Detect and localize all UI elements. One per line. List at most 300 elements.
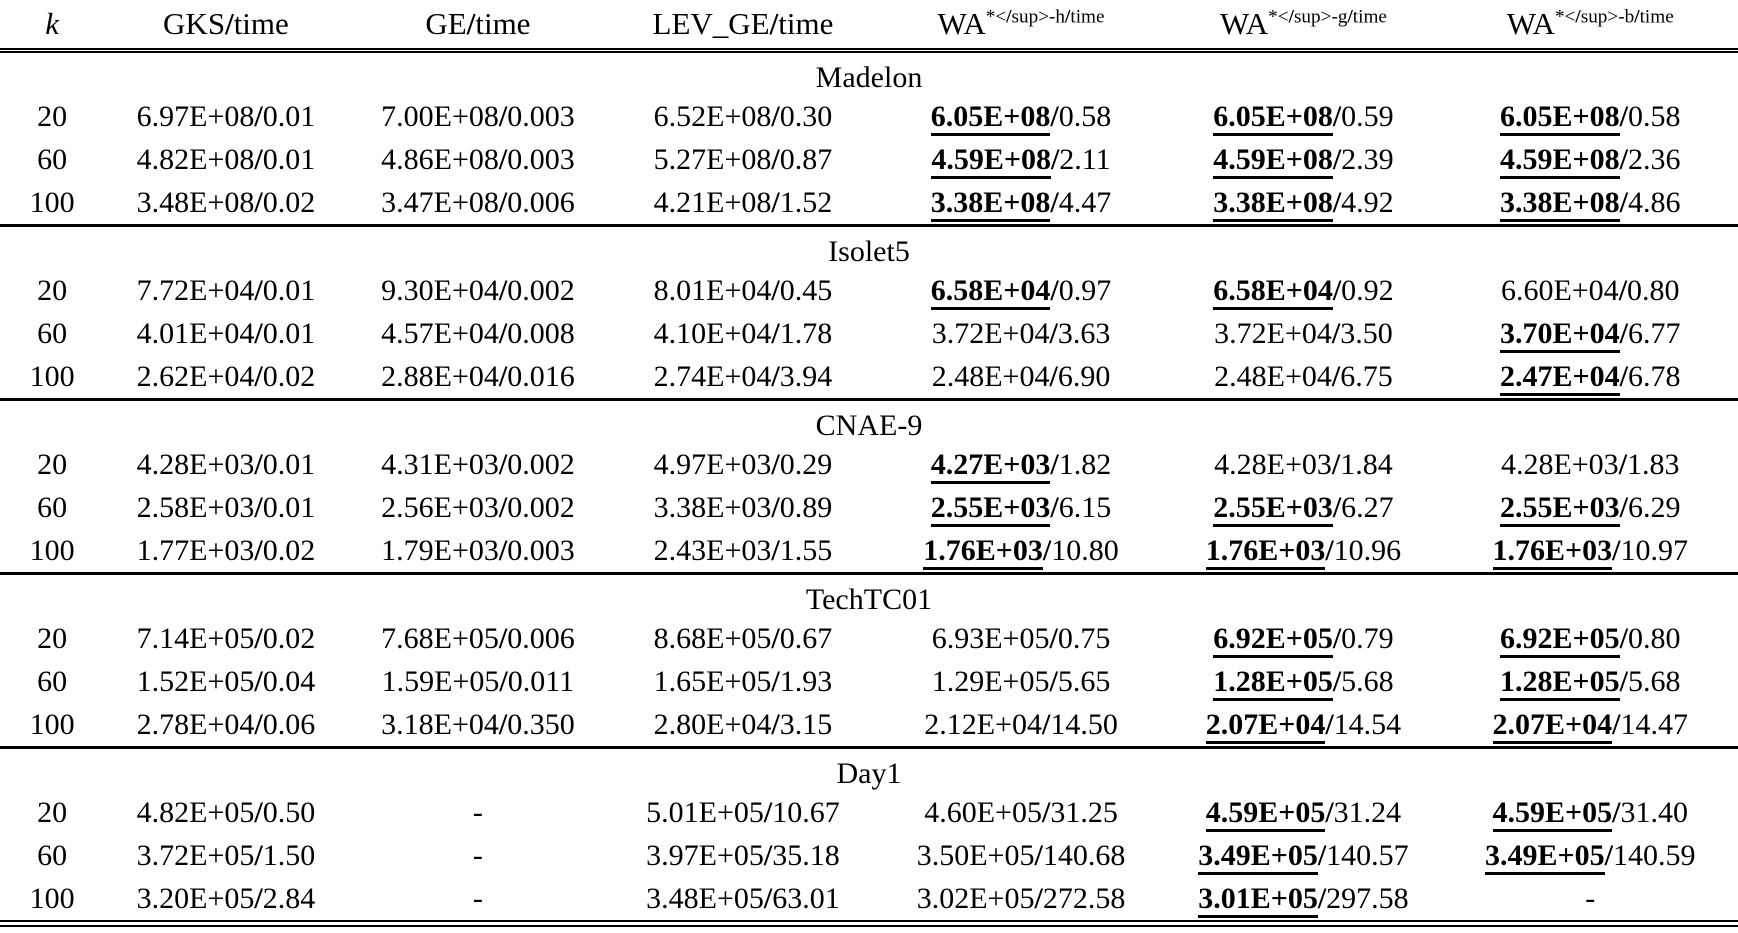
result-cell: [1442, 312, 1738, 355]
slash-separator: /: [1619, 317, 1628, 350]
slash-separator: /: [498, 622, 508, 655]
slash-separator: /: [254, 491, 263, 524]
score-value: 7.14E+05: [136, 622, 255, 655]
time-value: 0.02: [262, 622, 316, 655]
result-cell: [1442, 443, 1738, 486]
dataset-section: [0, 51, 1738, 226]
time-value: 6.75: [1340, 360, 1393, 393]
k-value-cell: 20: [37, 274, 68, 307]
best-score-value: 1.28E+05: [1213, 665, 1333, 701]
slash-separator: /: [498, 708, 508, 741]
k-value-cell: 20: [37, 622, 68, 655]
slash-separator: /: [1050, 100, 1059, 133]
score-value: 8.01E+04: [653, 274, 772, 307]
time-value: 0.003: [507, 100, 575, 133]
time-value: 0.01: [262, 143, 316, 176]
slash-separator: /: [254, 622, 263, 655]
score-value: 3.38E+03: [653, 491, 772, 524]
slash-separator: /: [1049, 622, 1058, 655]
slash-separator: /: [1049, 317, 1058, 350]
time-value: 31.24: [1333, 796, 1402, 829]
best-score-value: 3.38E+08: [1500, 186, 1620, 222]
result-cell: [608, 486, 877, 529]
slash-separator: /: [1050, 274, 1059, 307]
result-cell: [1442, 660, 1738, 703]
dataset-title: Day1: [836, 757, 902, 790]
best-score-value: 6.92E+05: [1500, 622, 1620, 658]
score-value: 4.10E+04: [653, 317, 772, 350]
time-value: 1.93: [779, 665, 833, 698]
time-value: 5.65: [1057, 665, 1111, 698]
score-value: 2.12E+04: [924, 708, 1042, 741]
result-cell: [104, 486, 347, 529]
dataset-section: [0, 226, 1738, 400]
time-value: 0.002: [507, 491, 575, 524]
time-value: 140.57: [1326, 839, 1409, 872]
k-value-cell: 100: [29, 534, 75, 567]
result-cell: [608, 138, 877, 181]
time-value: 4.86: [1627, 186, 1681, 219]
slash-separator: /: [466, 6, 476, 41]
result-cell: [1164, 617, 1442, 660]
time-value: 0.002: [507, 448, 575, 481]
slash-separator: /: [1332, 143, 1342, 176]
table-row: [0, 529, 1738, 574]
result-cell: [608, 443, 877, 486]
asterisk-superscript: *</sup>-b/time: [1554, 6, 1674, 28]
time-value: 0.01: [262, 491, 316, 524]
best-score-value: 2.07E+04: [1493, 708, 1613, 744]
slash-separator: /: [771, 491, 780, 524]
score-value: 2.48E+04: [1214, 360, 1332, 393]
time-value: 0.50: [262, 796, 316, 829]
dataset-title: CNAE-9: [815, 409, 923, 442]
result-cell: [104, 443, 347, 486]
time-value: 0.002: [507, 274, 575, 307]
time-value: 272.58: [1042, 882, 1126, 915]
column-header: LEV_GE/time: [608, 0, 877, 51]
best-score-value: 6.05E+08: [1213, 100, 1333, 136]
time-value: 3.63: [1057, 317, 1111, 350]
dataset-title: Madelon: [815, 61, 923, 94]
table-row: [0, 312, 1738, 355]
time-value: 1.78: [779, 317, 833, 350]
column-header: $WA^{*</sup>-h/time}$: [878, 0, 1165, 51]
table-row: [0, 95, 1738, 138]
result-cell: [878, 834, 1165, 877]
slash-separator: /: [1317, 839, 1327, 872]
score-value: 4.82E+05: [136, 796, 255, 829]
slash-separator: /: [1618, 274, 1628, 307]
result-cell: [348, 660, 609, 703]
score-value: 6.97E+08: [136, 100, 255, 133]
table-row: [0, 791, 1738, 834]
time-value: 5.68: [1627, 665, 1681, 698]
result-cell: [1164, 834, 1442, 877]
best-score-value: 4.59E+05: [1206, 796, 1326, 832]
best-score-value: 3.01E+05: [1198, 882, 1318, 918]
best-score-value: 1.76E+03: [1206, 534, 1326, 570]
result-cell: [1442, 95, 1738, 138]
slash-separator: /: [1332, 491, 1342, 524]
result-cell: [104, 834, 347, 877]
slash-separator: /: [1050, 491, 1059, 524]
k-value-cell: 100: [29, 186, 75, 219]
time-value: 14.47: [1620, 708, 1688, 741]
table-row: [0, 617, 1738, 660]
dataset-section: [0, 748, 1738, 924]
table-row: [0, 181, 1738, 226]
slash-separator: /: [1331, 448, 1341, 481]
result-cell: [1442, 486, 1738, 529]
result-cell: [104, 181, 347, 226]
dataset-title-row: [0, 400, 1738, 444]
table-row: [0, 355, 1738, 400]
k-value-cell: 20: [37, 100, 68, 133]
result-cell: [104, 269, 347, 312]
slash-separator: /: [498, 491, 508, 524]
slash-separator: /: [498, 143, 508, 176]
time-value: 0.350: [507, 708, 575, 741]
k-value-cell: 20: [37, 448, 68, 481]
time-value: 0.58: [1627, 100, 1681, 133]
time-value: 0.92: [1341, 274, 1394, 307]
time-value: 10.80: [1051, 534, 1119, 567]
result-cell: [608, 834, 877, 877]
result-cell: [608, 95, 877, 138]
slash-separator: /: [498, 317, 508, 350]
score-value: 3.72E+04: [931, 317, 1050, 350]
time-value: 0.02: [262, 534, 316, 567]
slash-separator: /: [254, 665, 263, 698]
time-value: 0.30: [779, 100, 833, 133]
result-cell: [878, 269, 1165, 312]
result-cell: [104, 95, 347, 138]
score-value: 3.72E+05: [136, 839, 255, 872]
result-cell: [608, 269, 877, 312]
slash-separator: /: [771, 622, 780, 655]
best-score-value: 4.59E+08: [1500, 143, 1620, 179]
result-cell: [878, 312, 1165, 355]
score-value: 3.72E+04: [1214, 317, 1332, 350]
best-score-value: 6.05E+08: [931, 100, 1051, 136]
k-value-cell: 60: [37, 317, 68, 350]
score-value: 1.29E+05: [931, 665, 1050, 698]
time-value: 0.29: [779, 448, 833, 481]
best-score-value: 4.59E+05: [1493, 796, 1613, 832]
slash-separator: /: [254, 317, 263, 350]
score-value: 4.28E+03: [1214, 448, 1332, 481]
slash-separator: /: [498, 534, 508, 567]
score-value: 4.60E+05: [924, 796, 1042, 829]
time-value: 2.39: [1341, 143, 1394, 176]
score-value: 4.28E+03: [136, 448, 255, 481]
result-cell: [878, 791, 1165, 834]
time-value: 10.67: [772, 796, 840, 829]
result-cell: [1164, 95, 1442, 138]
time-value: 1.82: [1058, 448, 1112, 481]
table-row: [0, 834, 1738, 877]
result-cell: [608, 617, 877, 660]
best-score-value: 2.55E+03: [931, 491, 1051, 527]
slash-separator: /: [1618, 448, 1628, 481]
dataset-title-row: [0, 51, 1738, 96]
slash-separator: /: [1050, 143, 1060, 176]
slash-separator: /: [771, 100, 780, 133]
best-score-value: 2.55E+03: [1213, 491, 1333, 527]
score-value: 2.58E+03: [136, 491, 255, 524]
k-value-cell: 60: [37, 143, 68, 176]
best-score-value: 1.76E+03: [923, 534, 1043, 570]
best-score-value: 4.27E+03: [931, 448, 1051, 484]
k-value-cell: 60: [37, 665, 68, 698]
slash-separator: /: [763, 796, 773, 829]
score-value: 2.48E+04: [931, 360, 1050, 393]
k-value-cell: 100: [29, 708, 75, 741]
slash-separator: /: [1332, 665, 1342, 698]
score-value: 5.01E+05: [646, 796, 764, 829]
time-value: 6.29: [1627, 491, 1681, 524]
result-cell: [1442, 269, 1738, 312]
result-cell: [1164, 703, 1442, 748]
result-cell: [878, 660, 1165, 703]
score-value: 6.52E+08: [653, 100, 772, 133]
result-cell: [1164, 443, 1442, 486]
time-value: 0.58: [1058, 100, 1112, 133]
result-cell: [348, 312, 609, 355]
score-value: 2.43E+03: [653, 534, 772, 567]
result-cell: [878, 138, 1165, 181]
result-cell: [348, 269, 609, 312]
score-value: 6.93E+05: [931, 622, 1050, 655]
time-value: 3.94: [779, 360, 833, 393]
time-value: 0.01: [262, 317, 316, 350]
result-cell: [348, 617, 609, 660]
time-value: 140.68: [1042, 839, 1126, 872]
time-value: 0.003: [507, 143, 575, 176]
result-cell: [1442, 834, 1738, 877]
slash-separator: /: [1034, 839, 1043, 872]
time-value: 0.01: [262, 274, 316, 307]
slash-separator: /: [254, 186, 263, 219]
slash-separator: /: [254, 796, 263, 829]
slash-separator: /: [1332, 186, 1342, 219]
slash-separator: /: [1332, 100, 1342, 133]
time-value: 6.15: [1058, 491, 1112, 524]
score-value: 4.28E+03: [1500, 448, 1619, 481]
result-cell: [1442, 181, 1738, 226]
time-value: 0.006: [507, 186, 575, 219]
result-cell: [878, 529, 1165, 574]
column-header: GE/time: [348, 0, 609, 51]
result-cell: [1164, 660, 1442, 703]
time-value: 4.47: [1058, 186, 1112, 219]
slash-separator: /: [225, 6, 234, 41]
score-value: 7.00E+08: [381, 100, 499, 133]
time-value: 1.83: [1627, 448, 1680, 481]
time-value: 0.89: [779, 491, 833, 524]
time-value: 2.11: [1059, 143, 1111, 176]
time-value: 3.50: [1340, 317, 1393, 350]
header-row: [0, 0, 1738, 51]
score-value: 4.21E+08: [653, 186, 772, 219]
result-cell: [104, 355, 347, 400]
dataset-title: TechTC01: [805, 583, 933, 616]
best-score-value: 3.49E+05: [1485, 839, 1605, 875]
result-cell: [878, 355, 1165, 400]
score-value: 5.27E+08: [653, 143, 772, 176]
result-cell: [1164, 355, 1442, 400]
score-value: 2.62E+04: [136, 360, 255, 393]
time-value: 0.79: [1341, 622, 1394, 655]
time-value: 6.90: [1057, 360, 1111, 393]
result-cell: [878, 443, 1165, 486]
best-score-value: 3.70E+04: [1500, 317, 1620, 353]
score-value: 3.02E+05: [916, 882, 1035, 915]
slash-separator: /: [771, 665, 780, 698]
column-header: $WA^{*</sup>-g/time}$: [1164, 0, 1442, 51]
result-cell: [878, 181, 1165, 226]
best-score-value: 6.05E+08: [1500, 100, 1620, 136]
slash-separator: /: [498, 274, 508, 307]
best-score-value: 2.55E+03: [1500, 491, 1620, 527]
k-value-cell: 20: [37, 796, 68, 829]
best-score-value: 6.58E+04: [931, 274, 1051, 310]
slash-separator: /: [771, 186, 780, 219]
time-value: 3.15: [779, 708, 833, 741]
best-score-value: 3.38E+08: [931, 186, 1051, 222]
dataset-section: [0, 400, 1738, 574]
score-value: 6.60E+04: [1500, 274, 1619, 307]
slash-separator: /: [1325, 534, 1334, 567]
time-value: 0.003: [507, 534, 575, 567]
slash-separator: /: [498, 448, 508, 481]
slash-separator: /: [771, 534, 780, 567]
result-cell: [878, 617, 1165, 660]
time-value: 0.02: [262, 186, 316, 219]
result-cell: [104, 617, 347, 660]
score-value: 4.31E+03: [381, 448, 499, 481]
score-value: 2.88E+04: [381, 360, 499, 393]
slash-separator: /: [1619, 360, 1628, 393]
slash-separator: /: [1332, 622, 1342, 655]
result-cell: [348, 138, 609, 181]
slash-separator: /: [254, 100, 263, 133]
time-value: 0.011: [507, 665, 575, 698]
slash-separator: /: [254, 534, 263, 567]
slash-separator: /: [254, 708, 263, 741]
score-value: 1.79E+03: [381, 534, 499, 567]
dataset-title-row: [0, 574, 1738, 618]
result-cell: [104, 660, 347, 703]
slash-separator: /: [1612, 534, 1621, 567]
result-cell: [348, 529, 609, 574]
time-value: 0.80: [1627, 274, 1680, 307]
result-cell: [1164, 138, 1442, 181]
result-cell: [878, 703, 1165, 748]
score-value: 3.18E+04: [381, 708, 499, 741]
slash-separator: /: [1325, 708, 1334, 741]
score-value: 2.74E+04: [653, 360, 772, 393]
result-cell: [608, 703, 877, 748]
best-score-value: 1.76E+03: [1493, 534, 1613, 570]
best-score-value: 2.07E+04: [1206, 708, 1326, 744]
result-cell: [1164, 181, 1442, 226]
result-cell: [104, 791, 347, 834]
table-header: [0, 0, 1738, 51]
slash-separator: /: [1619, 491, 1628, 524]
score-value: 3.48E+08: [136, 186, 255, 219]
slash-separator: /: [763, 839, 773, 872]
slash-separator: /: [1619, 143, 1628, 176]
result-cell: [1164, 877, 1442, 924]
result-cell: [1442, 138, 1738, 181]
slash-separator: /: [498, 100, 508, 133]
table-row: [0, 443, 1738, 486]
best-score-value: 4.59E+08: [1213, 143, 1333, 179]
slash-separator: /: [1042, 534, 1052, 567]
result-cell: [348, 181, 609, 226]
score-value: 2.56E+03: [381, 491, 499, 524]
time-value: 2.84: [262, 882, 316, 915]
slash-separator: /: [1347, 6, 1353, 28]
time-value: 1.55: [779, 534, 833, 567]
result-cell: [348, 95, 609, 138]
time-value: 2.36: [1627, 143, 1681, 176]
time-value: 1.52: [779, 186, 833, 219]
score-value: 7.72E+04: [136, 274, 255, 307]
slash-separator: /: [254, 274, 263, 307]
asterisk-superscript: *</sup>-g/time: [1268, 6, 1387, 28]
time-value: 0.01: [262, 100, 316, 133]
time-value: 10.97: [1620, 534, 1688, 567]
slash-separator: /: [771, 360, 780, 393]
table-row: [0, 877, 1738, 924]
result-cell: -: [472, 796, 483, 829]
result-cell: [608, 529, 877, 574]
slash-separator: /: [1634, 6, 1640, 28]
score-value: 3.48E+05: [646, 882, 764, 915]
time-value: 31.40: [1620, 796, 1688, 829]
result-cell: [878, 877, 1165, 924]
dataset-section: [0, 574, 1738, 748]
score-value: 1.52E+05: [136, 665, 255, 698]
time-value: 0.45: [779, 274, 833, 307]
result-cell: [608, 181, 877, 226]
k-value-cell: 100: [29, 882, 75, 915]
best-score-value: 3.38E+08: [1213, 186, 1333, 222]
result-cell: [1164, 269, 1442, 312]
slash-separator: /: [1575, 6, 1581, 28]
time-value: 5.68: [1341, 665, 1394, 698]
time-value: 14.50: [1050, 708, 1118, 741]
result-cell: [1164, 791, 1442, 834]
time-value: 0.97: [1058, 274, 1112, 307]
result-cell: [608, 791, 877, 834]
score-value: 1.77E+03: [136, 534, 255, 567]
k-value-cell: 60: [37, 491, 68, 524]
result-cell: -: [472, 882, 483, 915]
slash-separator: /: [771, 448, 780, 481]
result-cell: [104, 877, 347, 924]
score-value: 4.82E+08: [136, 143, 255, 176]
time-value: 0.016: [507, 360, 575, 393]
slash-separator: /: [771, 708, 780, 741]
score-value: 1.65E+05: [653, 665, 772, 698]
slash-separator: /: [254, 360, 263, 393]
result-cell: [608, 355, 877, 400]
time-value: 35.18: [772, 839, 840, 872]
